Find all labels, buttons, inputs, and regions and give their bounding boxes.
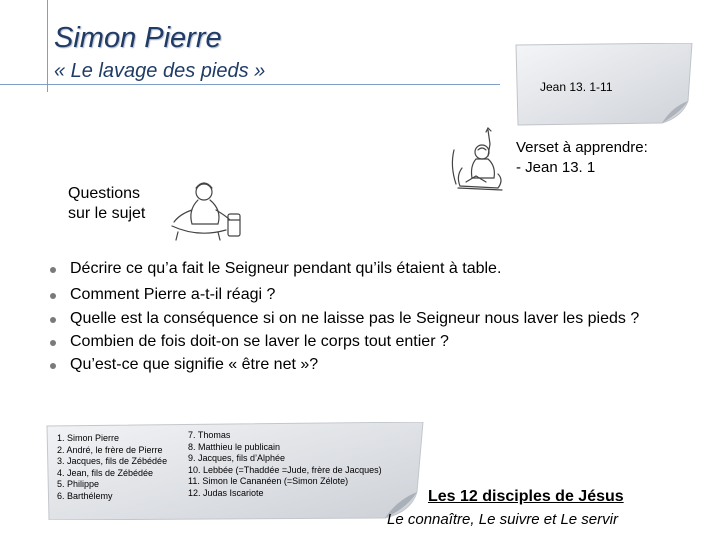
disciple-item: 11. Simon le Cananéen (=Simon Zélote): [188, 476, 349, 486]
disciples-column-1: [57, 433, 167, 502]
disciple-item: 5. Philippe: [57, 479, 100, 489]
bullet-icon: [50, 340, 56, 346]
question-item: [50, 356, 690, 374]
footer-subtitle: Le connaître, Le suivre et Le servir: [387, 511, 618, 528]
page-subtitle: « Le lavage des pieds »: [54, 60, 266, 82]
question-text: Décrire ce qu’a fait le Seigneur pendant qu’ils étaient à table.: [70, 260, 502, 277]
disciple-item: 9. Jacques, fils d’Alphée: [188, 453, 286, 463]
question-item: [50, 286, 690, 304]
question-item: [50, 333, 690, 351]
disciple-item: 6. Barthélemy: [57, 490, 113, 501]
disciple-item: 8. Matthieu le publicain: [188, 441, 281, 452]
disciple-item: 10. Lebbée (=Thaddée =Jude, frère de Jacques): [188, 464, 382, 475]
footer-title: Les 12 disciples de Jésus: [428, 488, 624, 505]
questions-heading-line2: sur le sujet: [68, 205, 146, 222]
header-horizontal-rule: [0, 84, 500, 85]
disciples-column-2: [188, 430, 382, 499]
questions-list: [50, 260, 690, 374]
question-item: [50, 310, 690, 328]
question-text: Combien de fois doit-on se laver le corps tout entier ?: [70, 333, 449, 350]
question-text: Qu’est-ce que signifie « être net »?: [70, 356, 319, 373]
reference-text: Jean 13. 1-11: [540, 80, 613, 94]
header-vertical-rule: [47, 0, 48, 92]
bullet-icon: [50, 267, 56, 273]
disciple-item: 4. Jean, fils de Zébédée: [57, 467, 154, 478]
verse-heading: Verset à apprendre:: [516, 139, 648, 156]
page-title: Simon Pierre: [54, 22, 222, 54]
questions-heading: [68, 184, 145, 224]
disciple-item: 3. Jacques, fils de Zébédée: [57, 456, 168, 466]
verse-reference: - Jean 13. 1: [516, 159, 596, 176]
question-text: Comment Pierre a-t-il réagi ?: [70, 286, 276, 303]
bullet-icon: [50, 293, 56, 299]
question-text: Quelle est la conséquence si on ne laisse pas le Seigneur nous laver les pieds ?: [70, 310, 640, 327]
disciple-item: 1. Simon Pierre: [57, 433, 120, 443]
question-item: [50, 260, 690, 278]
boy-raising-hand-icon: [448, 126, 510, 194]
disciple-item: 7. Thomas: [188, 430, 231, 440]
girl-washing-icon: [168, 180, 246, 244]
disciple-item: 12. Judas Iscariote: [188, 487, 264, 498]
disciple-item: 2. André, le frère de Pierre: [57, 444, 163, 455]
bullet-icon: [50, 317, 56, 323]
verse-block: [516, 138, 648, 178]
bullet-icon: [50, 363, 56, 369]
questions-heading-line1: Questions: [68, 185, 141, 202]
